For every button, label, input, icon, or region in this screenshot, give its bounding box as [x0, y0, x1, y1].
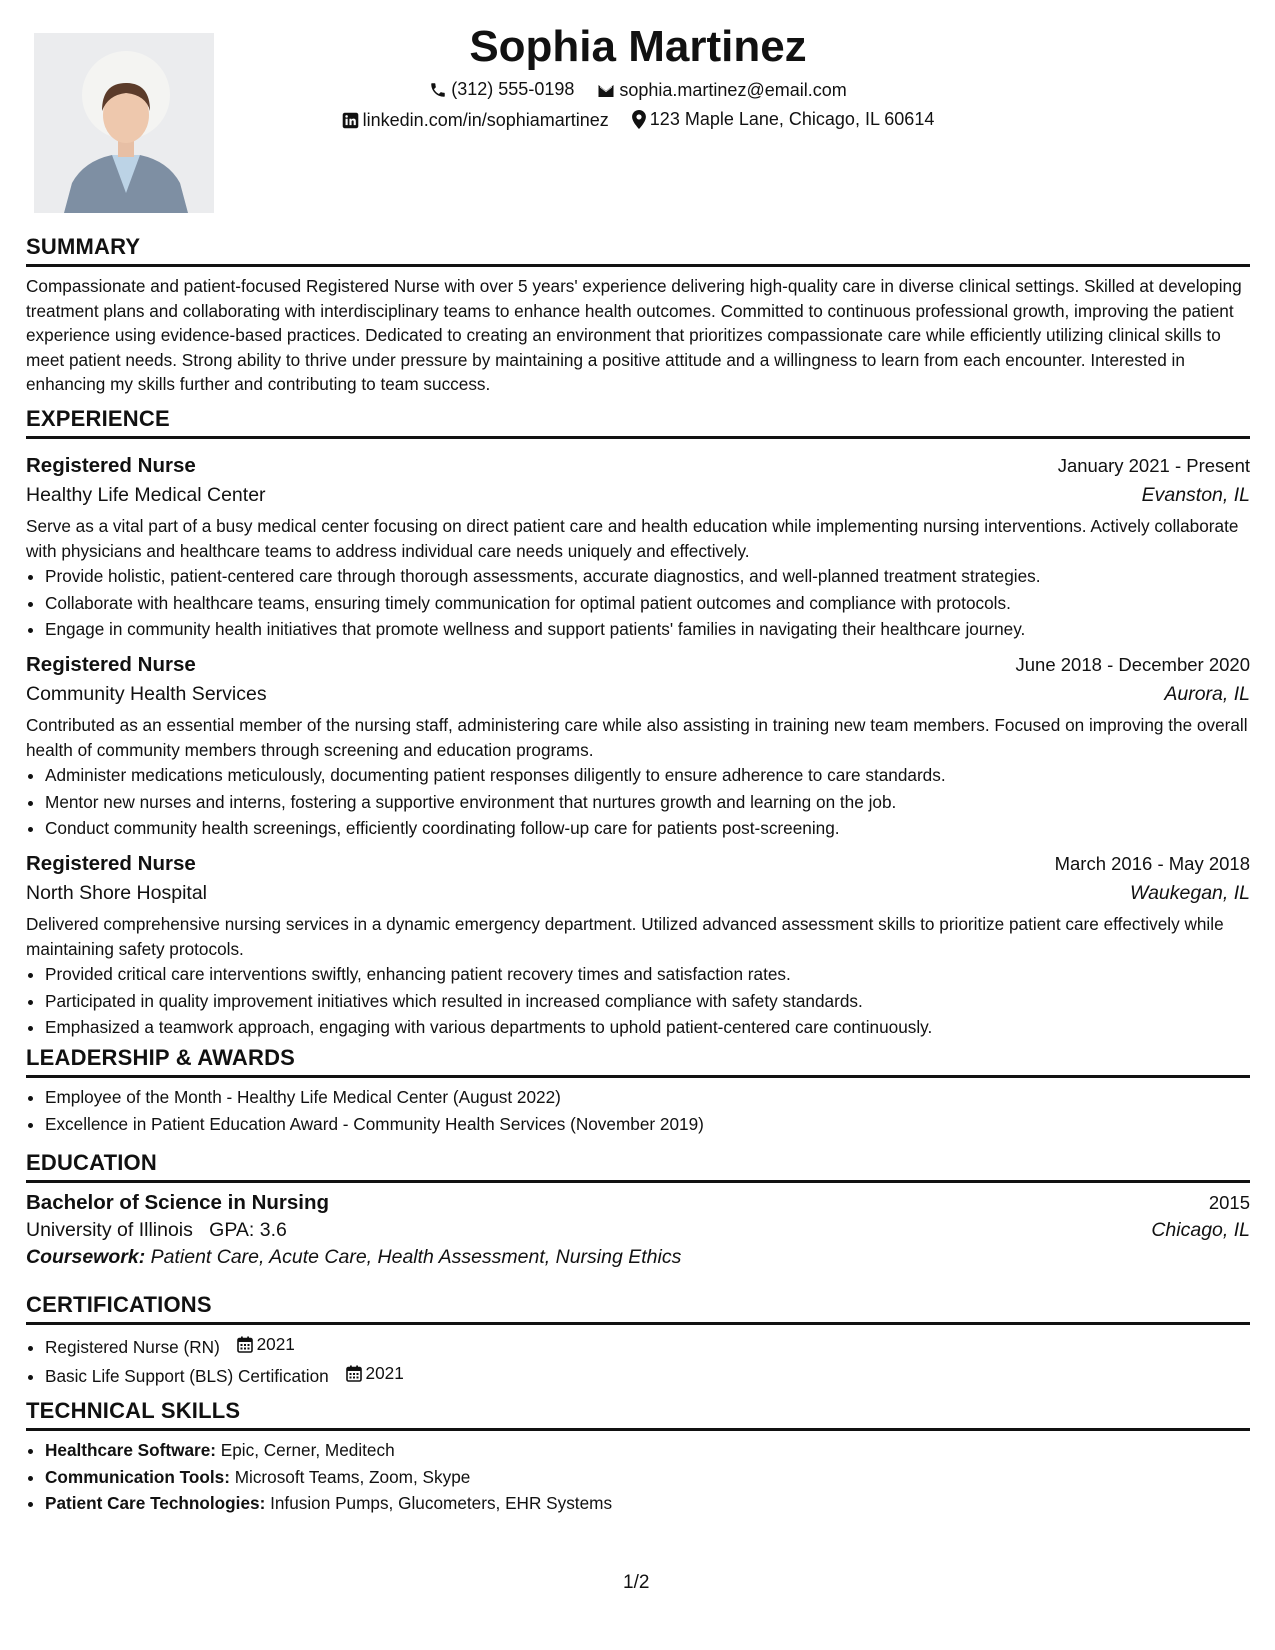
certification-name: Registered Nurse (RN) [45, 1336, 220, 1357]
skill-label: Patient Care Technologies: [45, 1493, 266, 1513]
list-item: • Mentor new nurses and interns, fostering a supportive environment that nurtures growth and learning on the job. [45, 789, 1250, 816]
job-dates: June 2018 - December 2020 [1015, 654, 1250, 675]
summary-text: Compassionate and patient-focused Registered Nurse with over 5 years' experience delivering high-quality care in diverse clinical settings. Skilled at developing treatment plans and collaborating with interdisciplinary teams to enhance health outcomes. Committed to continuous professional growth, improving the patient experience using evidence-based practices. Dedicated to creating an environment that prioritizes compassionate care while efficiently utilizing clinical skills to meet patient needs. Strong ability to thrive under pressure by maintaining a positive attitude and a willingness to learn from each encounter. Interested in enhancing my skills further and contributing to team success. [26, 276, 1242, 395]
gpa: GPA: 3.6 [209, 1219, 287, 1241]
address-contact [632, 109, 935, 130]
phone-contact[interactable] [429, 79, 574, 100]
degree: Bachelor of Science in Nursing [26, 1191, 330, 1214]
job-org: North Shore Hospital [26, 882, 208, 904]
skill-value: Infusion Pumps, Glucometers, EHR Systems [270, 1493, 613, 1513]
list-item: • Administer medications meticulously, documenting patient responses diligently to ensure adherence to care standards. [45, 762, 1250, 789]
section-title: SUMMARY [26, 234, 1250, 267]
list-item: • Engage in community health initiatives that promote wellness and support patients' families in navigating their healthcare journey. [45, 616, 1250, 643]
list-item: • Conduct community health screenings, efficiently coordinating follow-up care for patients post-screening. [45, 815, 1250, 842]
list-item [45, 1437, 1250, 1464]
calendar-icon [237, 1336, 253, 1353]
job-location: Evanston, IL [1141, 484, 1250, 506]
phone-icon [429, 81, 447, 99]
job-dates: March 2016 - May 2018 [1054, 853, 1250, 874]
awards-section [26, 1045, 1250, 1137]
list-item [45, 1331, 1250, 1360]
job-title: Registered Nurse [26, 852, 196, 875]
list-item [45, 1464, 1250, 1491]
certifications-list [26, 1331, 1250, 1390]
candidate-name: Sophia Martinez [469, 22, 807, 71]
job-dates: January 2021 - Present [1057, 455, 1250, 476]
job-bullets [26, 961, 1250, 1041]
email-text: sophia.martinez@email.com [619, 80, 847, 100]
certification-name: Basic Life Support (BLS) Certification [45, 1366, 329, 1386]
list-item: • Provided critical care interventions swiftly, enhancing patient recovery times and satisfaction rates. [45, 961, 1250, 988]
contact-row-2 [26, 109, 1250, 134]
job-title: Registered Nurse [26, 653, 196, 676]
job-org: Healthy Life Medical Center [26, 484, 266, 506]
job-description: Serve as a vital part of a busy medical center focusing on direct patient care and health education while implementing nursing interventions. Actively collaborate with physicians and healthcare teams to address individual care needs uniquely and effectively. [26, 516, 1239, 561]
job-bullets [26, 762, 1250, 842]
job-location: Waukegan, IL [1130, 882, 1250, 904]
section-title: EDUCATION [26, 1150, 1250, 1183]
school-name: University of Illinois [26, 1219, 193, 1241]
contact-row-1 [26, 79, 1250, 104]
linkedin-text: linkedin.com/in/sophiamartinez [362, 110, 609, 130]
list-item: • Emphasized a teamwork approach, engaging with various departments to uphold patient-centered care continuously. [45, 1014, 1250, 1041]
job-entry [26, 852, 1250, 1041]
coursework [26, 1246, 1250, 1269]
list-item: • Participated in quality improvement initiatives which resulted in increased compliance with safety standards. [45, 988, 1250, 1015]
list-item: • Employee of the Month - Healthy Life Medical Center (August 2022) [45, 1084, 1250, 1111]
coursework-label: Coursework: [26, 1246, 146, 1268]
section-title: EXPERIENCE [26, 406, 1250, 439]
skill-value: Microsoft Teams, Zoom, Skype [234, 1466, 471, 1487]
address-text: 123 Maple Lane, Chicago, IL 60614 [649, 109, 935, 129]
job-org: Community Health Services [26, 683, 267, 705]
email-contact[interactable] [597, 80, 846, 101]
job-entry [26, 454, 1250, 643]
skills-section [26, 1398, 1250, 1517]
job-description: Delivered comprehensive nursing services in a dynamic emergency department. Utilized advanced assessment skills to prioritize patient care effectively while maintaining safety protocols. [26, 914, 1224, 959]
job-description: Contributed as an essential member of the nursing staff, administering care while also assisting in training new team members. Focused on improving the overall health of community members through screening and education programs. [26, 715, 1248, 760]
skill-label: Healthcare Software: [45, 1440, 216, 1460]
page-number: 1/2 [623, 1572, 650, 1593]
map-pin-icon [632, 110, 646, 129]
envelope-icon [597, 83, 615, 99]
section-title: CERTIFICATIONS [26, 1292, 1250, 1325]
summary-section [26, 234, 1250, 397]
certifications-section [26, 1292, 1250, 1390]
linkedin-contact[interactable] [342, 110, 609, 131]
list-item: • Excellence in Patient Education Award - Community Health Services (November 2019) [45, 1111, 1250, 1138]
education-section [26, 1150, 1250, 1269]
skill-value: Epic, Cerner, Meditech [220, 1440, 395, 1460]
section-title: TECHNICAL SKILLS [26, 1398, 1250, 1431]
skills-list [26, 1437, 1250, 1517]
section-title: LEADERSHIP & AWARDS [26, 1045, 1250, 1078]
coursework-list: Patient Care, Acute Care, Health Assessment, Nursing Ethics [150, 1246, 682, 1268]
list-item [45, 1360, 1250, 1389]
calendar-icon [346, 1365, 362, 1382]
job-title: Registered Nurse [26, 454, 196, 477]
certification-year: 2021 [256, 1334, 295, 1354]
school-location: Chicago, IL [1151, 1219, 1250, 1241]
awards-list [26, 1084, 1250, 1137]
skill-label: Communication Tools: [45, 1466, 230, 1487]
job-bullets [26, 563, 1250, 643]
list-item [45, 1490, 1250, 1517]
list-item: • Provide holistic, patient-centered care through thorough assessments, accurate diagnostics, and well-planned treatment strategies. [45, 563, 1250, 590]
graduation-year: 2015 [1208, 1192, 1250, 1213]
list-item: • Collaborate with healthcare teams, ensuring timely communication for optimal patient outcomes and compliance with protocols. [45, 590, 1250, 617]
phone-text: (312) 555-0198 [451, 79, 575, 99]
job-location: Aurora, IL [1164, 683, 1250, 705]
certification-year: 2021 [365, 1363, 404, 1384]
linkedin-icon [342, 112, 359, 129]
experience-section [26, 406, 1250, 439]
job-entry [26, 653, 1250, 842]
